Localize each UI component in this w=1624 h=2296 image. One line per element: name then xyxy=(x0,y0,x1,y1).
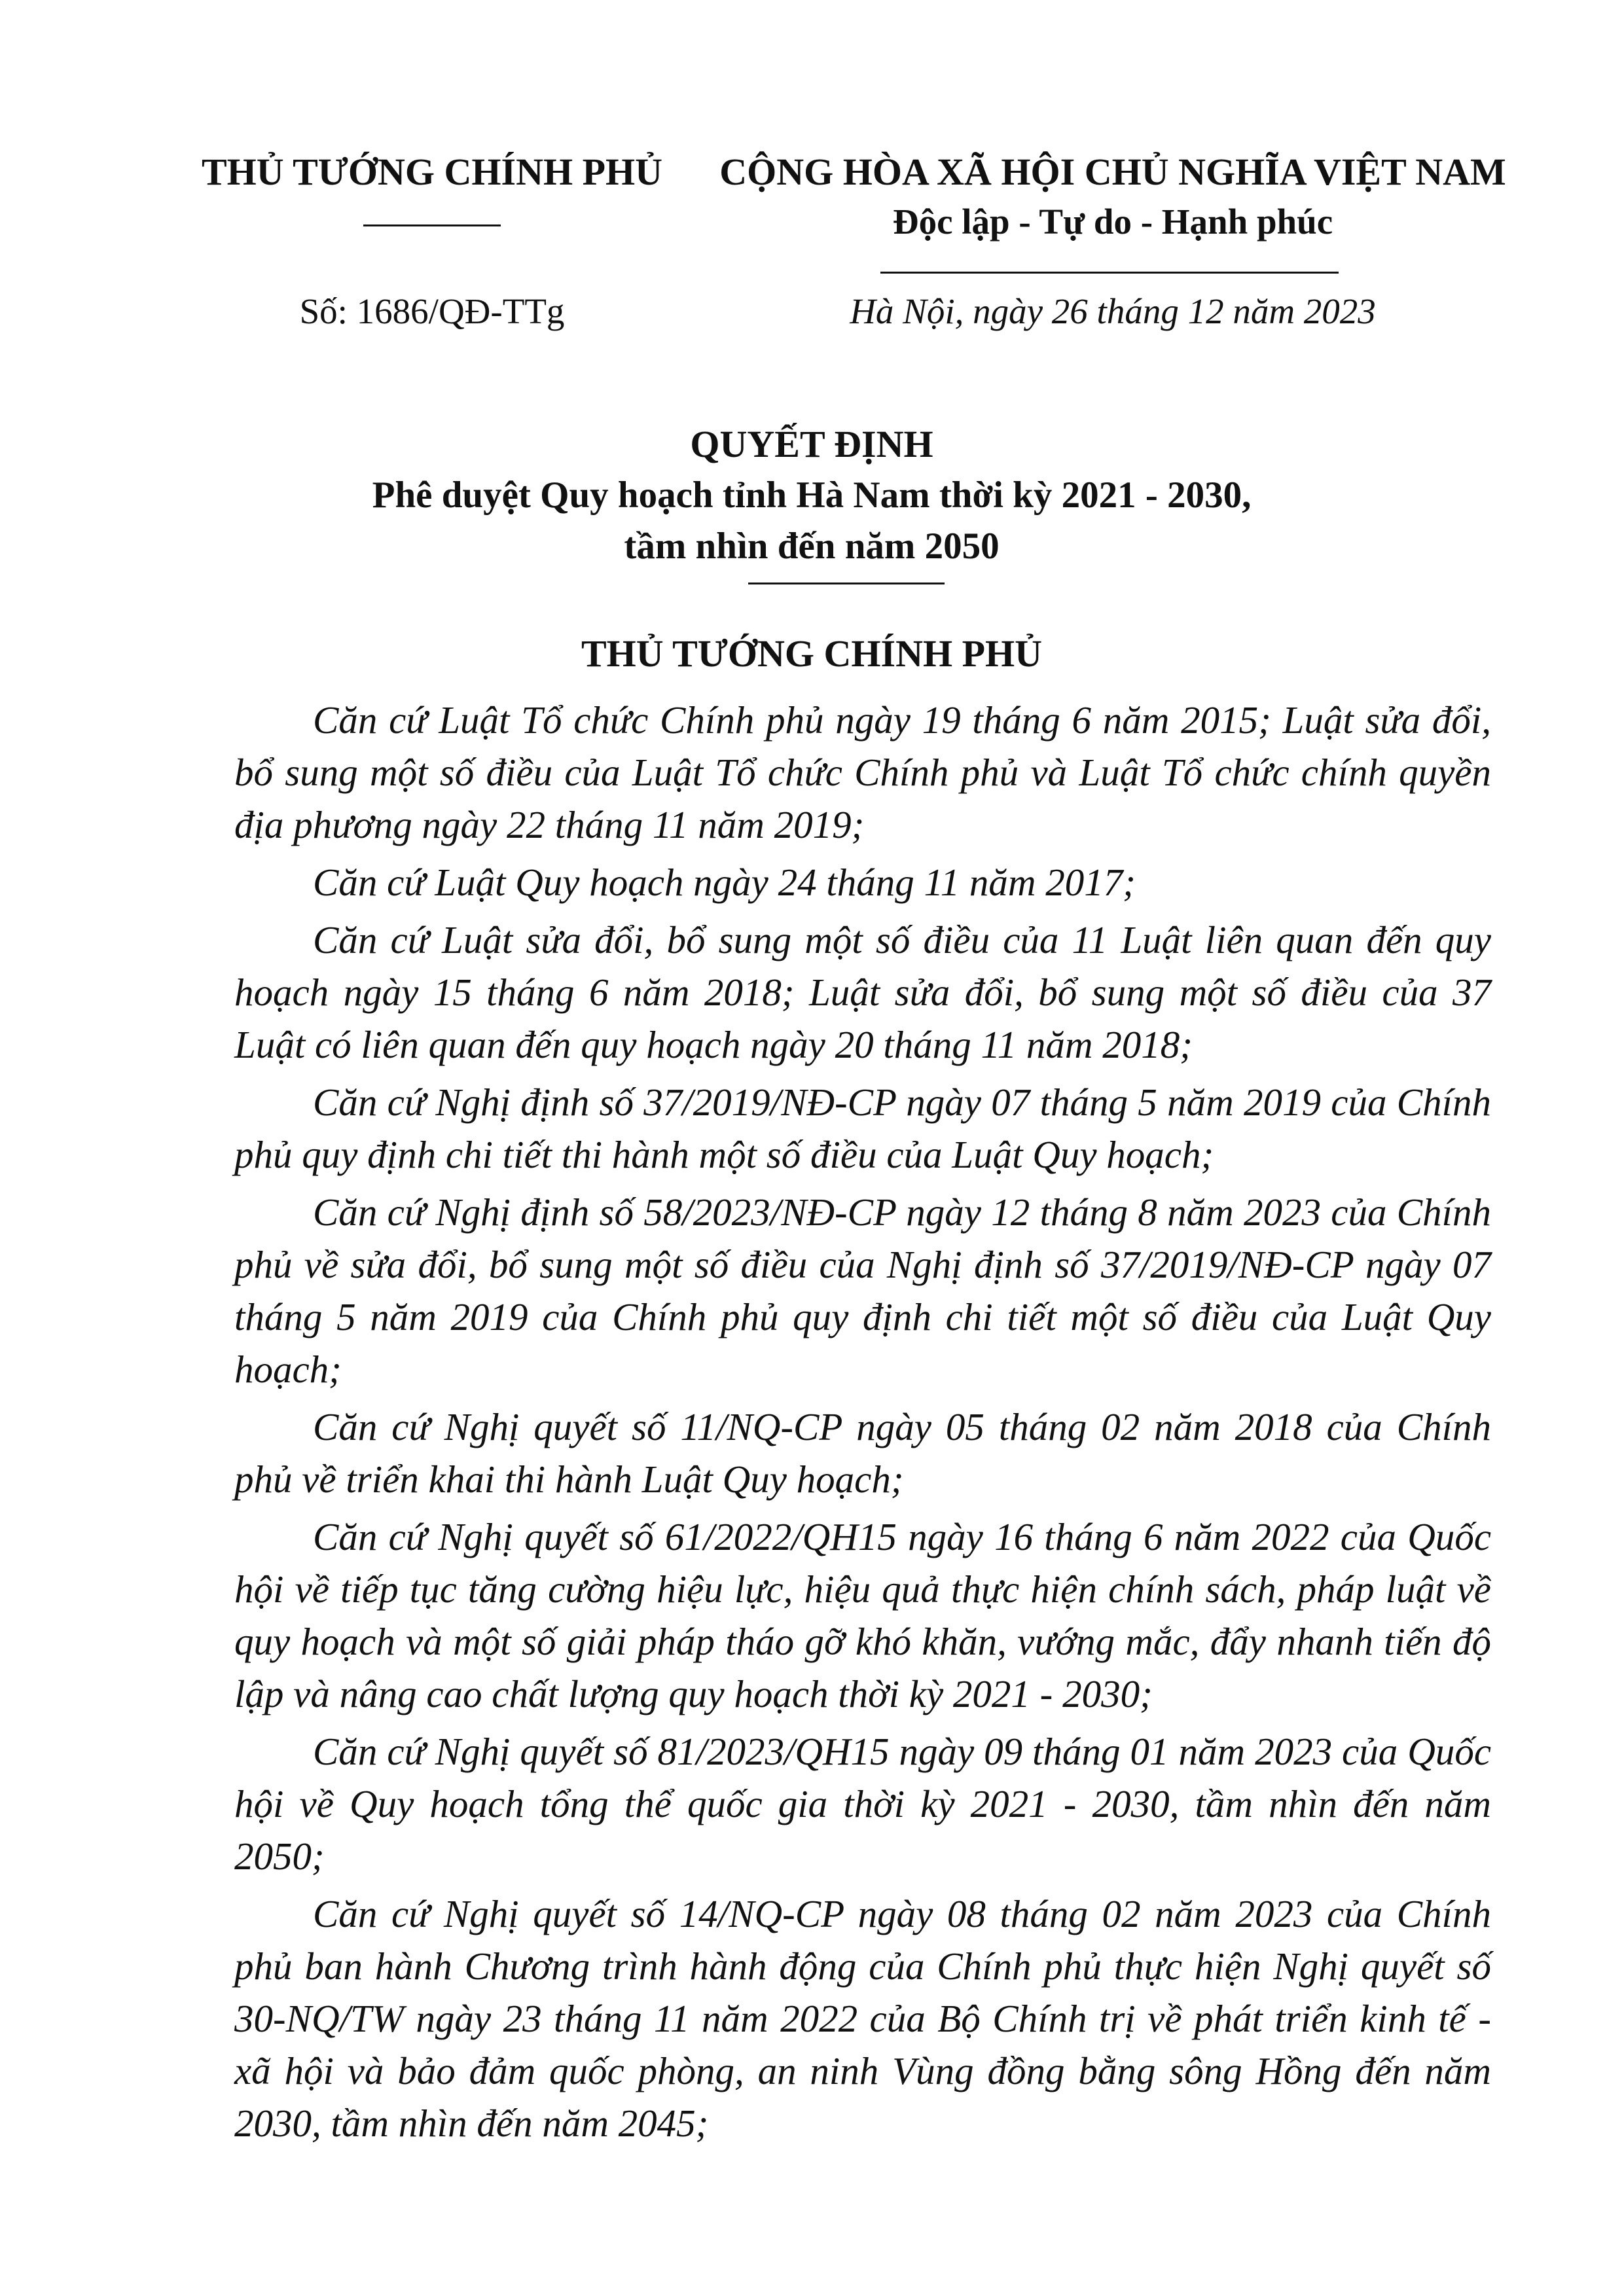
motto-underline xyxy=(880,272,1339,274)
title-underline xyxy=(748,583,945,584)
document-type: QUYẾT ĐỊNH xyxy=(690,423,933,465)
basis-paragraph: Căn cứ Nghị quyết số 61/2022/QH15 ngày 16 tháng 6 năm 2022 của Quốc hội về tiếp tục tăng cường hiệu lực, hiệu quả thực hiện chính sách, pháp luật về quy hoạch và một số giải pháp tháo gỡ khó khăn, vướng mắc, đẩy nhanh tiến độ lập và nâng cao chất lượng quy hoạch thời kỳ 2021 - 2030; xyxy=(234,1515,1491,1715)
issuing-authority: THỦ TƯỚNG CHÍNH PHỦ xyxy=(581,632,1043,675)
basis-paragraph: Căn cứ Nghị quyết số 11/NQ-CP ngày 05 tháng 02 năm 2018 của Chính phủ về triển khai thi hành Luật Quy hoạch; xyxy=(234,1405,1491,1501)
basis-paragraph: Căn cứ Nghị quyết số 81/2023/QH15 ngày 09 tháng 01 năm 2023 của Quốc hội về Quy hoạch tổng thể quốc gia thời kỳ 2021 - 2030, tầm nhìn đến năm 2050; xyxy=(234,1730,1491,1878)
basis-paragraph: Căn cứ Nghị quyết số 14/NQ-CP ngày 08 tháng 02 năm 2023 của Chính phủ ban hành Chương trình hành động của Chính phủ thực hiện Nghị quyết số 30-NQ/TW ngày 23 tháng 11 năm 2022 của Bộ Chính trị về phát triển kinh tế - xã hội và bảo đảm quốc phòng, an ninh Vùng đồng bằng sông Hồng đến năm 2030, tầm nhìn đến năm 2045; xyxy=(234,1892,1491,2145)
title-line-2: tầm nhìn đến năm 2050 xyxy=(624,526,1000,567)
document-title xyxy=(229,419,1394,572)
place-and-date: Hà Nội, ngày 26 tháng 12 năm 2023 xyxy=(850,291,1376,331)
issuer-underline xyxy=(363,224,501,226)
basis-paragraph: Căn cứ Luật Quy hoạch ngày 24 tháng 11 năm 2017; xyxy=(313,861,1136,904)
national-motto: Độc lập - Tự do - Hạnh phúc xyxy=(892,202,1333,242)
issuer-name: THỦ TƯỚNG CHÍNH PHỦ xyxy=(201,151,663,193)
legal-basis xyxy=(234,694,1491,2155)
basis-paragraph: Căn cứ Nghị định số 37/2019/NĐ-CP ngày 07 tháng 5 năm 2019 của Chính phủ quy định chi tiết thi hành một số điều của Luật Quy hoạch; xyxy=(234,1081,1491,1176)
basis-paragraph: Căn cứ Nghị định số 58/2023/NĐ-CP ngày 12 tháng 8 năm 2023 của Chính phủ về sửa đổi, bổ sung một số điều của Nghị định số 37/2019/NĐ-CP ngày 07 tháng 5 năm 2019 của Chính phủ quy định chi tiết một số điều của Luật Quy hoạch; xyxy=(234,1191,1491,1391)
nation-name: CỘNG HÒA XÃ HỘI CHỦ NGHĨA VIỆT NAM xyxy=(719,151,1506,193)
document-number: Số: 1686/QĐ-TTg xyxy=(299,291,565,331)
basis-paragraph: Căn cứ Luật Tổ chức Chính phủ ngày 19 tháng 6 năm 2015; Luật sửa đổi, bổ sung một số điều của Luật Tổ chức Chính phủ và Luật Tổ chức chính quyền địa phương ngày 22 tháng 11 năm 2019; xyxy=(234,698,1491,846)
basis-paragraph: Căn cứ Luật sửa đổi, bổ sung một số điều của 11 Luật liên quan đến quy hoạch ngày 15 tháng 6 năm 2018; Luật sửa đổi, bổ sung một số điều của 37 Luật có liên quan đến quy hoạch ngày 20 tháng 11 năm 2018; xyxy=(234,918,1491,1066)
title-line-1: Phê duyệt Quy hoạch tỉnh Hà Nam thời kỳ 2021 - 2030, xyxy=(372,475,1252,516)
national-header xyxy=(687,147,1538,247)
issuer-header xyxy=(190,147,674,197)
